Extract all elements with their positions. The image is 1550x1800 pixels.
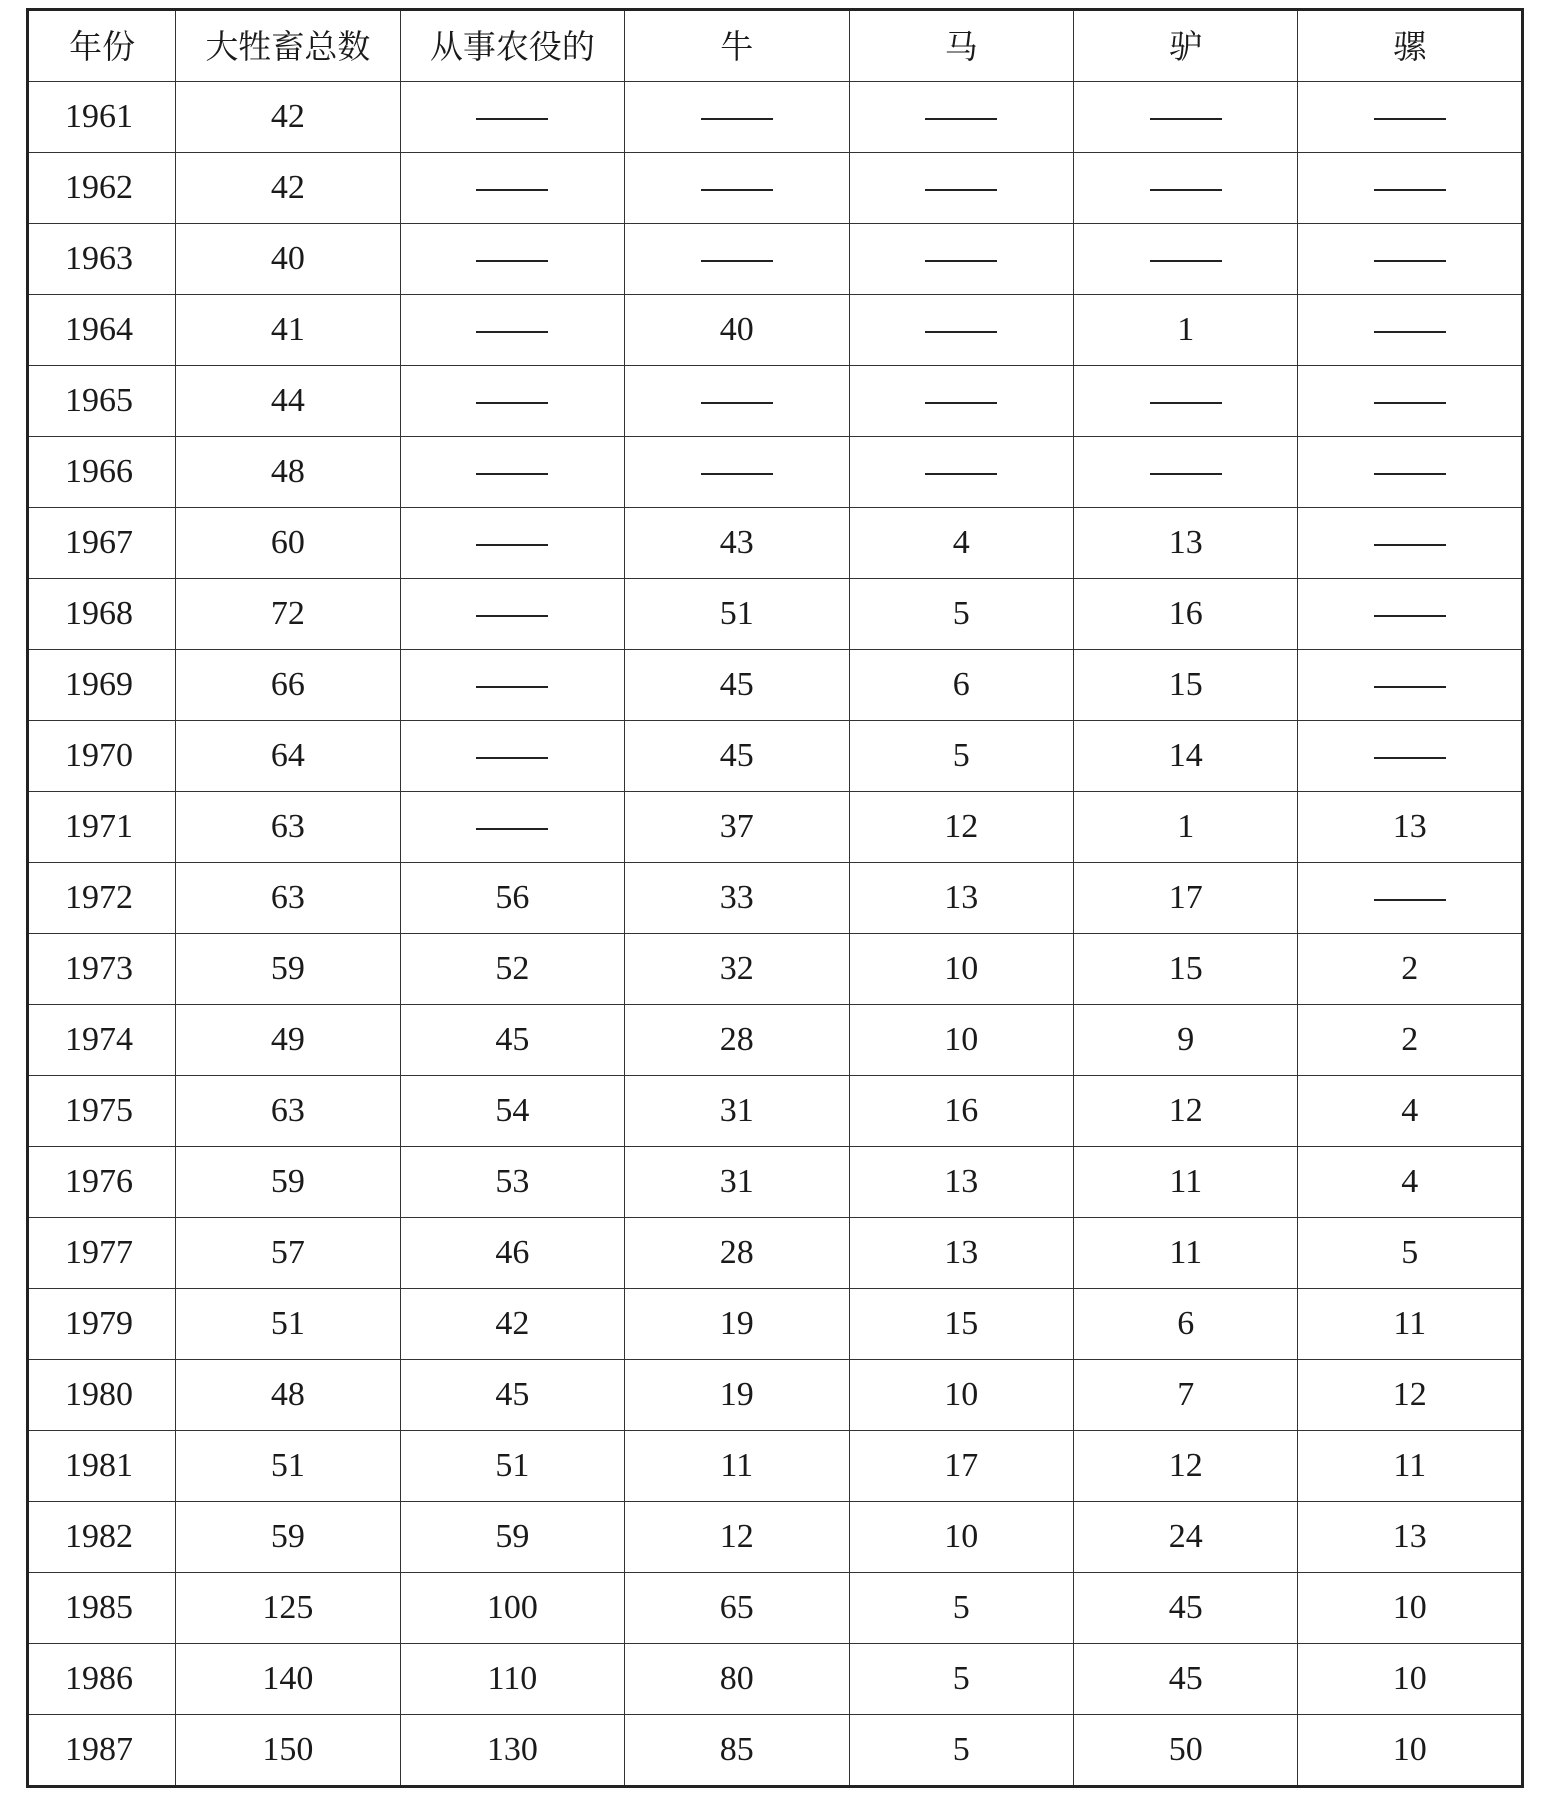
cell-total-livestock: 40 bbox=[176, 224, 400, 295]
cell-horse: 5 bbox=[849, 1573, 1073, 1644]
cell-cattle bbox=[625, 82, 849, 153]
table-row bbox=[28, 863, 1523, 934]
cell-donkey: 6 bbox=[1074, 1289, 1298, 1360]
cell-farm-labor: 56 bbox=[400, 863, 624, 934]
cell-cattle bbox=[625, 153, 849, 224]
table-row bbox=[28, 366, 1523, 437]
cell-cattle bbox=[625, 366, 849, 437]
empty-dash bbox=[1150, 189, 1222, 191]
cell-farm-labor: 59 bbox=[400, 1502, 624, 1573]
cell-total-livestock: 48 bbox=[176, 437, 400, 508]
cell-mule bbox=[1298, 579, 1523, 650]
cell-donkey: 13 bbox=[1074, 508, 1298, 579]
cell-horse: 5 bbox=[849, 721, 1073, 792]
cell-mule: 4 bbox=[1298, 1147, 1523, 1218]
livestock-table bbox=[26, 8, 1524, 1788]
cell-mule bbox=[1298, 224, 1523, 295]
cell-farm-labor bbox=[400, 792, 624, 863]
empty-dash bbox=[476, 331, 548, 333]
cell-donkey bbox=[1074, 153, 1298, 224]
cell-horse: 13 bbox=[849, 1147, 1073, 1218]
cell-donkey: 45 bbox=[1074, 1644, 1298, 1715]
cell-farm-labor: 52 bbox=[400, 934, 624, 1005]
cell-cattle: 28 bbox=[625, 1218, 849, 1289]
empty-dash bbox=[925, 473, 997, 475]
empty-dash bbox=[701, 260, 773, 262]
empty-dash bbox=[925, 118, 997, 120]
cell-total-livestock: 63 bbox=[176, 792, 400, 863]
cell-year: 1975 bbox=[28, 1076, 176, 1147]
cell-year: 1973 bbox=[28, 934, 176, 1005]
table-row bbox=[28, 792, 1523, 863]
empty-dash bbox=[1374, 402, 1446, 404]
cell-year: 1971 bbox=[28, 792, 176, 863]
cell-year: 1968 bbox=[28, 579, 176, 650]
empty-dash bbox=[1374, 615, 1446, 617]
table-header bbox=[28, 10, 1523, 82]
cell-donkey: 17 bbox=[1074, 863, 1298, 934]
cell-mule: 10 bbox=[1298, 1573, 1523, 1644]
cell-donkey: 15 bbox=[1074, 934, 1298, 1005]
cell-donkey: 12 bbox=[1074, 1431, 1298, 1502]
table-row bbox=[28, 934, 1523, 1005]
cell-horse: 5 bbox=[849, 1644, 1073, 1715]
cell-donkey bbox=[1074, 437, 1298, 508]
cell-mule: 11 bbox=[1298, 1431, 1523, 1502]
cell-total-livestock: 63 bbox=[176, 1076, 400, 1147]
cell-horse bbox=[849, 295, 1073, 366]
cell-farm-labor: 45 bbox=[400, 1005, 624, 1076]
empty-dash bbox=[1374, 757, 1446, 759]
empty-dash bbox=[476, 260, 548, 262]
empty-dash bbox=[1150, 260, 1222, 262]
cell-donkey: 7 bbox=[1074, 1360, 1298, 1431]
cell-horse bbox=[849, 224, 1073, 295]
cell-mule bbox=[1298, 508, 1523, 579]
empty-dash bbox=[476, 402, 548, 404]
empty-dash bbox=[1374, 118, 1446, 120]
empty-dash bbox=[925, 189, 997, 191]
cell-farm-labor bbox=[400, 721, 624, 792]
cell-year: 1962 bbox=[28, 153, 176, 224]
cell-farm-labor bbox=[400, 579, 624, 650]
cell-farm-labor bbox=[400, 295, 624, 366]
cell-donkey bbox=[1074, 366, 1298, 437]
cell-donkey: 14 bbox=[1074, 721, 1298, 792]
table-row bbox=[28, 721, 1523, 792]
cell-cattle: 33 bbox=[625, 863, 849, 934]
cell-total-livestock: 150 bbox=[176, 1715, 400, 1787]
empty-dash bbox=[476, 615, 548, 617]
empty-dash bbox=[476, 473, 548, 475]
cell-mule bbox=[1298, 721, 1523, 792]
cell-year: 1970 bbox=[28, 721, 176, 792]
cell-farm-labor: 46 bbox=[400, 1218, 624, 1289]
cell-cattle: 45 bbox=[625, 650, 849, 721]
cell-donkey: 12 bbox=[1074, 1076, 1298, 1147]
table-row bbox=[28, 295, 1523, 366]
empty-dash bbox=[476, 828, 548, 830]
cell-horse bbox=[849, 82, 1073, 153]
cell-total-livestock: 49 bbox=[176, 1005, 400, 1076]
cell-farm-labor: 42 bbox=[400, 1289, 624, 1360]
empty-dash bbox=[476, 118, 548, 120]
cell-year: 1977 bbox=[28, 1218, 176, 1289]
cell-donkey: 16 bbox=[1074, 579, 1298, 650]
empty-dash bbox=[1374, 899, 1446, 901]
table-row bbox=[28, 1644, 1523, 1715]
cell-year: 1964 bbox=[28, 295, 176, 366]
cell-total-livestock: 64 bbox=[176, 721, 400, 792]
cell-horse: 5 bbox=[849, 1715, 1073, 1787]
cell-mule: 10 bbox=[1298, 1644, 1523, 1715]
empty-dash bbox=[925, 331, 997, 333]
cell-mule: 11 bbox=[1298, 1289, 1523, 1360]
cell-horse: 5 bbox=[849, 579, 1073, 650]
cell-mule: 13 bbox=[1298, 1502, 1523, 1573]
cell-donkey: 9 bbox=[1074, 1005, 1298, 1076]
cell-year: 1979 bbox=[28, 1289, 176, 1360]
cell-farm-labor bbox=[400, 650, 624, 721]
header-cattle: 牛 bbox=[625, 10, 849, 82]
cell-mule bbox=[1298, 650, 1523, 721]
header-row bbox=[28, 10, 1523, 82]
cell-farm-labor bbox=[400, 153, 624, 224]
cell-cattle: 19 bbox=[625, 1360, 849, 1431]
cell-total-livestock: 125 bbox=[176, 1573, 400, 1644]
cell-year: 1969 bbox=[28, 650, 176, 721]
cell-horse: 13 bbox=[849, 1218, 1073, 1289]
cell-mule: 12 bbox=[1298, 1360, 1523, 1431]
cell-farm-labor: 54 bbox=[400, 1076, 624, 1147]
header-total-livestock: 大牲畜总数 bbox=[176, 10, 400, 82]
table-row bbox=[28, 1005, 1523, 1076]
cell-farm-labor: 100 bbox=[400, 1573, 624, 1644]
cell-donkey: 45 bbox=[1074, 1573, 1298, 1644]
cell-farm-labor: 130 bbox=[400, 1715, 624, 1787]
cell-horse: 4 bbox=[849, 508, 1073, 579]
table-row bbox=[28, 224, 1523, 295]
cell-horse: 6 bbox=[849, 650, 1073, 721]
header-farm-labor: 从事农役的 bbox=[400, 10, 624, 82]
cell-donkey: 11 bbox=[1074, 1147, 1298, 1218]
cell-cattle: 11 bbox=[625, 1431, 849, 1502]
cell-farm-labor: 53 bbox=[400, 1147, 624, 1218]
header-year: 年份 bbox=[28, 10, 176, 82]
empty-dash bbox=[476, 757, 548, 759]
table-row bbox=[28, 1715, 1523, 1787]
cell-farm-labor bbox=[400, 508, 624, 579]
cell-year: 1963 bbox=[28, 224, 176, 295]
empty-dash bbox=[701, 118, 773, 120]
cell-donkey: 24 bbox=[1074, 1502, 1298, 1573]
table-row bbox=[28, 1573, 1523, 1644]
cell-total-livestock: 51 bbox=[176, 1431, 400, 1502]
cell-total-livestock: 72 bbox=[176, 579, 400, 650]
cell-farm-labor bbox=[400, 224, 624, 295]
cell-year: 1974 bbox=[28, 1005, 176, 1076]
cell-total-livestock: 42 bbox=[176, 153, 400, 224]
empty-dash bbox=[1374, 260, 1446, 262]
cell-cattle: 28 bbox=[625, 1005, 849, 1076]
table-row bbox=[28, 437, 1523, 508]
empty-dash bbox=[1374, 189, 1446, 191]
empty-dash bbox=[1150, 402, 1222, 404]
cell-total-livestock: 59 bbox=[176, 1147, 400, 1218]
table-row bbox=[28, 1502, 1523, 1573]
cell-cattle: 37 bbox=[625, 792, 849, 863]
cell-horse: 13 bbox=[849, 863, 1073, 934]
empty-dash bbox=[1150, 118, 1222, 120]
cell-horse bbox=[849, 437, 1073, 508]
empty-dash bbox=[1150, 473, 1222, 475]
cell-horse: 15 bbox=[849, 1289, 1073, 1360]
table-row bbox=[28, 1360, 1523, 1431]
cell-total-livestock: 66 bbox=[176, 650, 400, 721]
cell-year: 1986 bbox=[28, 1644, 176, 1715]
cell-farm-labor bbox=[400, 82, 624, 153]
empty-dash bbox=[476, 189, 548, 191]
cell-cattle: 80 bbox=[625, 1644, 849, 1715]
empty-dash bbox=[701, 189, 773, 191]
empty-dash bbox=[476, 686, 548, 688]
empty-dash bbox=[1374, 686, 1446, 688]
cell-mule: 13 bbox=[1298, 792, 1523, 863]
cell-donkey: 15 bbox=[1074, 650, 1298, 721]
cell-mule bbox=[1298, 863, 1523, 934]
cell-cattle: 85 bbox=[625, 1715, 849, 1787]
cell-cattle: 31 bbox=[625, 1076, 849, 1147]
cell-farm-labor bbox=[400, 366, 624, 437]
cell-total-livestock: 41 bbox=[176, 295, 400, 366]
cell-total-livestock: 63 bbox=[176, 863, 400, 934]
cell-horse: 17 bbox=[849, 1431, 1073, 1502]
cell-cattle: 19 bbox=[625, 1289, 849, 1360]
cell-cattle bbox=[625, 437, 849, 508]
cell-total-livestock: 59 bbox=[176, 934, 400, 1005]
cell-horse: 10 bbox=[849, 1360, 1073, 1431]
cell-horse: 12 bbox=[849, 792, 1073, 863]
cell-year: 1987 bbox=[28, 1715, 176, 1787]
cell-farm-labor: 51 bbox=[400, 1431, 624, 1502]
table-row bbox=[28, 153, 1523, 224]
cell-total-livestock: 60 bbox=[176, 508, 400, 579]
cell-mule bbox=[1298, 82, 1523, 153]
cell-cattle: 43 bbox=[625, 508, 849, 579]
table-row bbox=[28, 82, 1523, 153]
cell-year: 1972 bbox=[28, 863, 176, 934]
cell-year: 1976 bbox=[28, 1147, 176, 1218]
cell-cattle: 32 bbox=[625, 934, 849, 1005]
cell-donkey: 1 bbox=[1074, 295, 1298, 366]
cell-year: 1966 bbox=[28, 437, 176, 508]
cell-mule: 10 bbox=[1298, 1715, 1523, 1787]
cell-year: 1961 bbox=[28, 82, 176, 153]
cell-horse: 10 bbox=[849, 1502, 1073, 1573]
header-donkey: 驴 bbox=[1074, 10, 1298, 82]
table-row bbox=[28, 1289, 1523, 1360]
cell-cattle: 31 bbox=[625, 1147, 849, 1218]
cell-year: 1980 bbox=[28, 1360, 176, 1431]
cell-horse: 10 bbox=[849, 934, 1073, 1005]
table-body bbox=[28, 82, 1523, 1787]
cell-year: 1967 bbox=[28, 508, 176, 579]
table-row bbox=[28, 579, 1523, 650]
cell-total-livestock: 59 bbox=[176, 1502, 400, 1573]
cell-total-livestock: 57 bbox=[176, 1218, 400, 1289]
cell-total-livestock: 44 bbox=[176, 366, 400, 437]
cell-year: 1965 bbox=[28, 366, 176, 437]
cell-year: 1981 bbox=[28, 1431, 176, 1502]
table-row bbox=[28, 1218, 1523, 1289]
cell-mule: 4 bbox=[1298, 1076, 1523, 1147]
cell-cattle: 45 bbox=[625, 721, 849, 792]
cell-total-livestock: 42 bbox=[176, 82, 400, 153]
empty-dash bbox=[701, 402, 773, 404]
cell-donkey: 11 bbox=[1074, 1218, 1298, 1289]
cell-cattle: 12 bbox=[625, 1502, 849, 1573]
cell-year: 1982 bbox=[28, 1502, 176, 1573]
cell-horse bbox=[849, 153, 1073, 224]
cell-mule bbox=[1298, 295, 1523, 366]
cell-donkey bbox=[1074, 82, 1298, 153]
cell-farm-labor bbox=[400, 437, 624, 508]
cell-total-livestock: 140 bbox=[176, 1644, 400, 1715]
cell-mule: 5 bbox=[1298, 1218, 1523, 1289]
empty-dash bbox=[1374, 544, 1446, 546]
empty-dash bbox=[1374, 473, 1446, 475]
cell-mule bbox=[1298, 153, 1523, 224]
empty-dash bbox=[925, 260, 997, 262]
cell-mule bbox=[1298, 437, 1523, 508]
cell-donkey bbox=[1074, 224, 1298, 295]
table-row bbox=[28, 650, 1523, 721]
cell-total-livestock: 51 bbox=[176, 1289, 400, 1360]
cell-mule: 2 bbox=[1298, 1005, 1523, 1076]
table-row bbox=[28, 1147, 1523, 1218]
cell-total-livestock: 48 bbox=[176, 1360, 400, 1431]
table-row bbox=[28, 1431, 1523, 1502]
empty-dash bbox=[476, 544, 548, 546]
cell-donkey: 50 bbox=[1074, 1715, 1298, 1787]
header-horse: 马 bbox=[849, 10, 1073, 82]
cell-horse: 16 bbox=[849, 1076, 1073, 1147]
empty-dash bbox=[1374, 331, 1446, 333]
cell-cattle: 40 bbox=[625, 295, 849, 366]
header-mule: 骡 bbox=[1298, 10, 1523, 82]
table-row bbox=[28, 1076, 1523, 1147]
cell-mule bbox=[1298, 366, 1523, 437]
cell-cattle: 51 bbox=[625, 579, 849, 650]
cell-farm-labor: 110 bbox=[400, 1644, 624, 1715]
cell-donkey: 1 bbox=[1074, 792, 1298, 863]
cell-horse bbox=[849, 366, 1073, 437]
empty-dash bbox=[925, 402, 997, 404]
cell-cattle: 65 bbox=[625, 1573, 849, 1644]
cell-farm-labor: 45 bbox=[400, 1360, 624, 1431]
table-row bbox=[28, 508, 1523, 579]
cell-cattle bbox=[625, 224, 849, 295]
cell-mule: 2 bbox=[1298, 934, 1523, 1005]
empty-dash bbox=[701, 473, 773, 475]
cell-year: 1985 bbox=[28, 1573, 176, 1644]
cell-horse: 10 bbox=[849, 1005, 1073, 1076]
